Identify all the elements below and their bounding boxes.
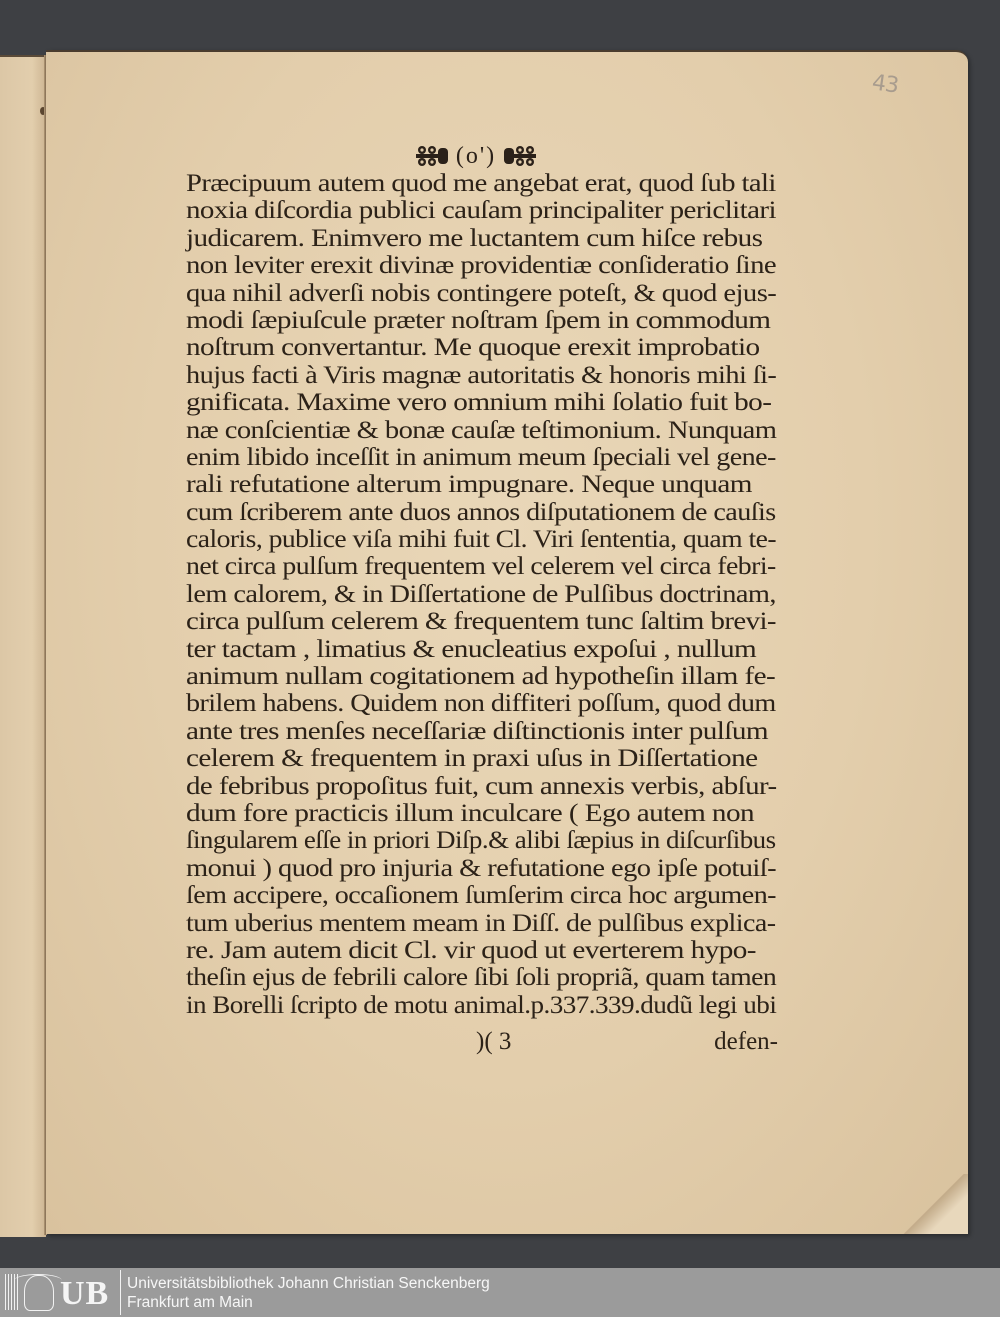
text-line: noxia diſcordia publici cauſam principaliter periclitari	[186, 196, 776, 225]
text-line: monui ) quod pro injuria & refutatione ego ipſe potuiſ-	[186, 853, 777, 882]
text-line: modi ſæpiuſcule præter noſtram ſpem in commodum	[186, 305, 771, 334]
text-line: brilem habens. Quidem non diffiteri poſſum, quod dum	[186, 689, 776, 718]
body-text	[186, 170, 776, 1019]
text-line: caloris, publice viſa mihi fuit Cl. Viri ſententia, quam te-	[186, 525, 776, 554]
institution-name	[127, 1274, 490, 1312]
text-line: Præcipuum autem quod me angebat erat, quod ſub tali	[186, 169, 776, 197]
institution-line-2: Frankfurt am Main	[127, 1293, 253, 1311]
text-line: qua nihil adverſi nobis contingere poteſt, & quod ejus-	[186, 278, 777, 307]
text-line: cum ſcriberem ante duos annos diſputationem de cauſis	[186, 497, 776, 526]
text-line: non leviter erexit divinæ providentiæ conſideratio ſine	[186, 251, 777, 280]
text-line: ante tres menſes neceſſariæ diſtinctionis inter pulſum	[186, 716, 768, 745]
running-header	[396, 140, 556, 172]
text-line: ſem accipere, occaſionem ſumſerim circa hoc argumen-	[186, 881, 776, 910]
text-line: celerem & frequentem in praxi uſus in Diſſertatione	[186, 744, 758, 773]
text-line: lem calorem, & in Diſſertatione de Pulſibus doctrinam,	[186, 579, 776, 608]
catchword: defen-	[714, 1028, 778, 1055]
text-line: de febribus propoſitus fuit, cum annexis verbis, abſur-	[186, 771, 777, 800]
text-line: næ conſcientiæ & bonæ cauſæ teſtimonium. Nunquam	[186, 415, 777, 444]
logo-text: UB	[60, 1275, 110, 1312]
text-line: ſingularem eſſe in priori Diſp.& alibi ſæpius in diſcurſibus	[186, 826, 776, 855]
text-line: rali refutatione alterum impugnare. Neque unquam	[186, 470, 752, 499]
text-line: tum uberius mentem meam in Diſſ. de pulſibus explica-	[186, 908, 776, 937]
library-footer	[0, 1268, 1000, 1317]
text-line: theſin ejus de febrili calore ſibi ſoli propriã, quam tamen	[186, 963, 777, 992]
page-corner-fold	[898, 1174, 968, 1234]
facing-page-edge	[0, 55, 46, 1237]
text-line: ter tactam , limatius & enucleatius expoſui , nullum	[186, 634, 757, 663]
signature-mark: )( 3	[476, 1028, 512, 1055]
folio-annotation: 43	[870, 70, 900, 99]
text-line: re. Jam autem dicit Cl. vir quod ut everterem hypo-	[186, 935, 756, 964]
text-line: circa pulſum celerem & frequentem tunc ſaltim brevi-	[186, 607, 776, 636]
page-foot	[186, 1028, 776, 1058]
text-line: hujus facti à Viris magnæ autoritatis & honoris mihi ſi-	[186, 360, 777, 389]
text-line: judicarem. Enimvero me luctantem cum hiſce rebus	[186, 223, 763, 252]
fleuron-ornament-icon	[414, 144, 450, 168]
text-line: dum fore practicis illum inculcare ( Ego autem non	[186, 798, 755, 827]
text-line: in Borelli ſcripto de motu animal.p.337.339.dudũ legi ubi	[186, 990, 777, 1019]
text-line: animum nullam cogitationem ad hypotheſin illam fe-	[186, 662, 776, 691]
text-line: enim libido inceſſit in animum meum ſpeciali vel gene-	[186, 442, 776, 471]
text-line: noſtrum convertantur. Me quoque erexit improbatio	[186, 333, 760, 362]
text-line: net circa pulſum frequentem vel celerem vel circa febri-	[186, 552, 776, 581]
fleuron-ornament-icon	[502, 144, 538, 168]
library-logo[interactable]	[2, 1270, 121, 1315]
portrait-icon	[24, 1275, 54, 1311]
text-line: gnificata. Maxime vero omnium mihi ſolatio fuit bo-	[186, 388, 772, 417]
page-number: (o')	[455, 142, 497, 169]
institution-line-1: Universitätsbibliothek Johann Christian Senckenberg	[127, 1274, 490, 1292]
